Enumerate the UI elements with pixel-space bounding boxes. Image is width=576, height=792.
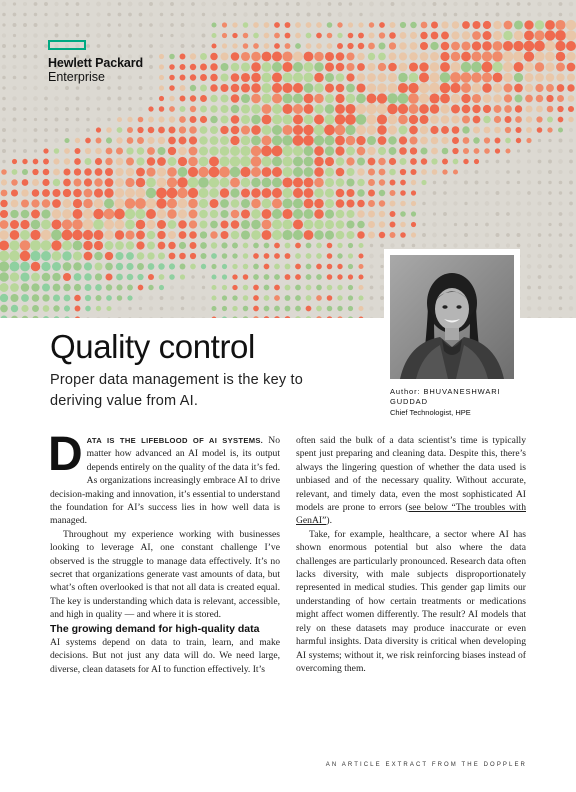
- paragraph-3: [50, 636, 280, 676]
- paragraph-4: Take, for example, healthcare, a sector where AI has shown enormous potential but also where the data challenges are particularly pronounced. Research data often lacks diversity, with male subjects disproportionately represented in medical studies. This gender gap limits our understanding of how certain treatments or medications might affect women differently. The result? AI models that rely on these datasets may produce inaccurate or even harmful insights. Data diversity is critical when developing AI systems; without it, we risk reinforcing biases instead of overcoming them.: [296, 528, 526, 674]
- article-column-right: [296, 434, 526, 675]
- brand-name-line1: Hewlett Packard: [48, 56, 144, 70]
- paragraph-1: [48, 428, 280, 528]
- author-name-line1: Author: BHUVANESHWARI: [390, 387, 501, 396]
- article-title: Quality control: [50, 328, 255, 365]
- author-portrait-icon: [390, 255, 514, 379]
- paragraph-3-continued-text: often said the bulk of a data scientist’s time is typically spent just preparing and cleaning data. Despite this, there’s always the lingering question of whether the data used is unbiased and of the necessary quality. Without accurate, relevant, and timely data, even the most sophisticated AI models are prone to errors (: [296, 435, 526, 514]
- lead-in: ATA IS THE LIFEBLOOD OF AI SYSTEMS.: [86, 436, 264, 445]
- brand-logo: [48, 40, 143, 84]
- author-role: Chief Technologist, HPE: [390, 408, 471, 417]
- author-name-line2: GUDDAD: [390, 397, 428, 406]
- paragraph-1-text: No matter how advanced an AI model is, its output depends entirely on the quality of the data it’s fed. As organizations increasingly embrace AI to drive decision-making and innovation, it’s essential to understand the foundation for AI’s success lies in how well data is managed.: [50, 435, 280, 527]
- sidebar-link[interactable]: see below “The troubles with GenAI”: [296, 502, 526, 527]
- author-photo-frame: [384, 249, 520, 385]
- footer-text: AN ARTICLE EXTRACT FROM THE DOPPLER: [325, 762, 527, 768]
- author-block: [390, 387, 501, 418]
- article-column-left: [48, 428, 280, 676]
- drop-cap: D: [48, 428, 83, 481]
- logo-accent-bar: [48, 40, 86, 50]
- section-heading: The growing demand for high-quality data: [50, 622, 260, 635]
- paragraph-2: Throughout my experience working with businesses looking to leverage AI, one constant challenge I’ve observed is the struggle to manage data effectively. It’s no secret that organizations generate vast amounts of data, but what’s often overlooked is that not all data is created equal. The key is understanding which data is relevant, accessible, and high in quality — and where it is stored.: [50, 528, 280, 621]
- paragraph-3-continued: [296, 434, 526, 528]
- article-subtitle: Proper data management is the key to deriving value from AI.: [50, 372, 304, 409]
- brand-name-line2: Enterprise: [48, 70, 105, 84]
- paragraph-3-end: ).: [326, 515, 332, 527]
- paragraph-3-text: AI systems depend on data to train, learn, and make decisions. But not just any data will do. We need large, diverse, clean datasets for AI to function effectively. It’s: [50, 636, 280, 675]
- author-photo: [390, 255, 514, 379]
